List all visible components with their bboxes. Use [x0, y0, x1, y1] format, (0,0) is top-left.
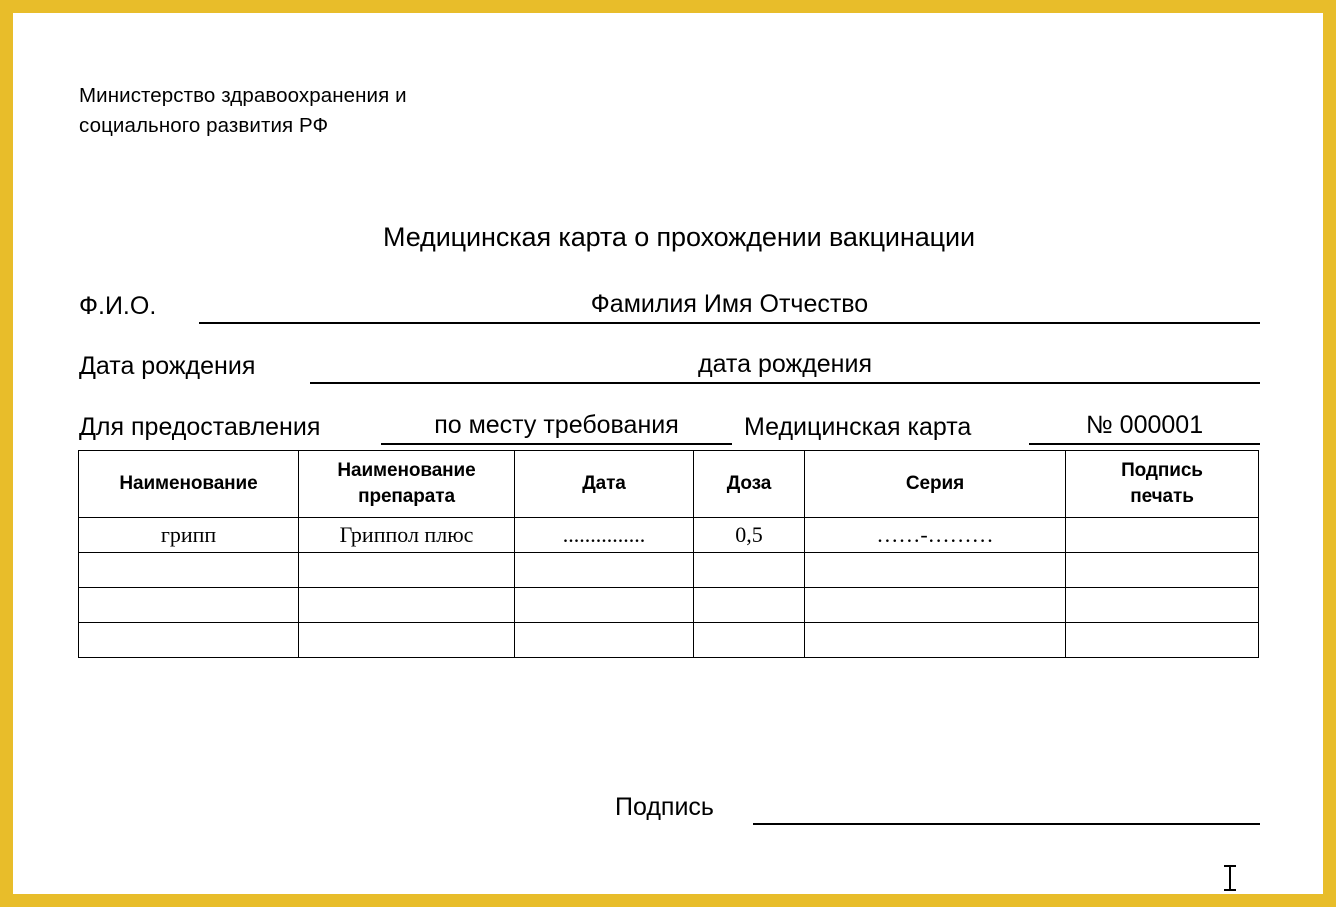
- column-header-signature-line2: печать: [1130, 486, 1194, 507]
- field-row-fio: [13, 290, 1323, 330]
- column-header-preparation-line2: препарата: [358, 486, 455, 507]
- ministry-line-2: социального развития РФ: [79, 114, 329, 137]
- table-header-row: [79, 451, 1259, 518]
- table-body: [79, 518, 1259, 658]
- cell-signature[interactable]: [1066, 623, 1259, 658]
- cell-name[interactable]: [79, 623, 299, 658]
- column-header-preparation: [299, 451, 515, 518]
- column-header-series-line1: Серия: [905, 473, 965, 494]
- cell-preparation[interactable]: [299, 588, 515, 623]
- cell-signature[interactable]: [1066, 518, 1259, 553]
- cell-date[interactable]: [515, 623, 694, 658]
- birthdate-input[interactable]: [310, 350, 1260, 384]
- medcard-number-input[interactable]: [1029, 411, 1260, 445]
- column-header-dose: [694, 451, 805, 518]
- field-row-purpose: [13, 411, 1323, 451]
- cell-preparation[interactable]: [299, 623, 515, 658]
- table-header: [79, 451, 1259, 518]
- table-row[interactable]: [79, 588, 1259, 623]
- ministry-header: [79, 81, 639, 141]
- cell-signature[interactable]: [1066, 553, 1259, 588]
- cell-series[interactable]: [805, 623, 1066, 658]
- birthdate-value: дата рождения: [697, 350, 872, 378]
- vaccination-table: [78, 450, 1259, 658]
- column-header-signature-line1: Подпись: [1121, 460, 1203, 481]
- fio-input[interactable]: [199, 290, 1260, 324]
- column-header-name-line1: Наименование: [119, 473, 258, 494]
- column-header-name: [79, 451, 299, 518]
- cell-preparation[interactable]: [299, 553, 515, 588]
- purpose-label: Для предоставления: [79, 413, 321, 441]
- cell-name[interactable]: [79, 588, 299, 623]
- purpose-value: по месту требования: [434, 411, 679, 439]
- cell-preparation[interactable]: Гриппол плюс: [299, 518, 515, 553]
- medcard-label: Медицинская карта: [744, 413, 972, 441]
- cell-name[interactable]: [79, 553, 299, 588]
- column-header-date: [515, 451, 694, 518]
- cell-dose[interactable]: [694, 623, 805, 658]
- text-cursor-icon: [1224, 865, 1236, 891]
- cell-dose[interactable]: 0,5: [694, 518, 805, 553]
- cell-date[interactable]: [515, 588, 694, 623]
- cell-date[interactable]: [515, 553, 694, 588]
- table-row[interactable]: [79, 553, 1259, 588]
- cell-dose[interactable]: [694, 553, 805, 588]
- column-header-dose-line1: Доза: [726, 473, 772, 494]
- fio-label: Ф.И.О.: [79, 292, 157, 320]
- birthdate-label: Дата рождения: [79, 352, 256, 380]
- page-title: Медицинская карта о прохождении вакцинации: [383, 222, 975, 252]
- column-header-preparation-line1: Наименование: [337, 460, 476, 481]
- table-row[interactable]: [79, 623, 1259, 658]
- table-row[interactable]: [79, 518, 1259, 553]
- signature-row: [13, 791, 1323, 833]
- cell-series[interactable]: [805, 588, 1066, 623]
- field-row-birthdate: [13, 350, 1323, 390]
- signature-label: Подпись: [615, 793, 714, 821]
- ministry-line-1: Министерство здравоохранения и: [79, 84, 407, 107]
- purpose-input[interactable]: [381, 411, 732, 445]
- cell-dose[interactable]: [694, 588, 805, 623]
- column-header-series: [805, 451, 1066, 518]
- cell-date[interactable]: ...............: [515, 518, 694, 553]
- cell-series[interactable]: ……-………: [805, 518, 1066, 553]
- cell-series[interactable]: [805, 553, 1066, 588]
- cell-signature[interactable]: [1066, 588, 1259, 623]
- cell-name[interactable]: грипп: [79, 518, 299, 553]
- signature-input[interactable]: [753, 791, 1260, 825]
- document-sheet: [13, 13, 1323, 894]
- column-header-date-line1: Дата: [582, 473, 626, 494]
- medcard-number-value: № 000001: [1085, 411, 1204, 439]
- column-header-signature: [1066, 451, 1259, 518]
- fio-value: Фамилия Имя Отчество: [590, 290, 869, 318]
